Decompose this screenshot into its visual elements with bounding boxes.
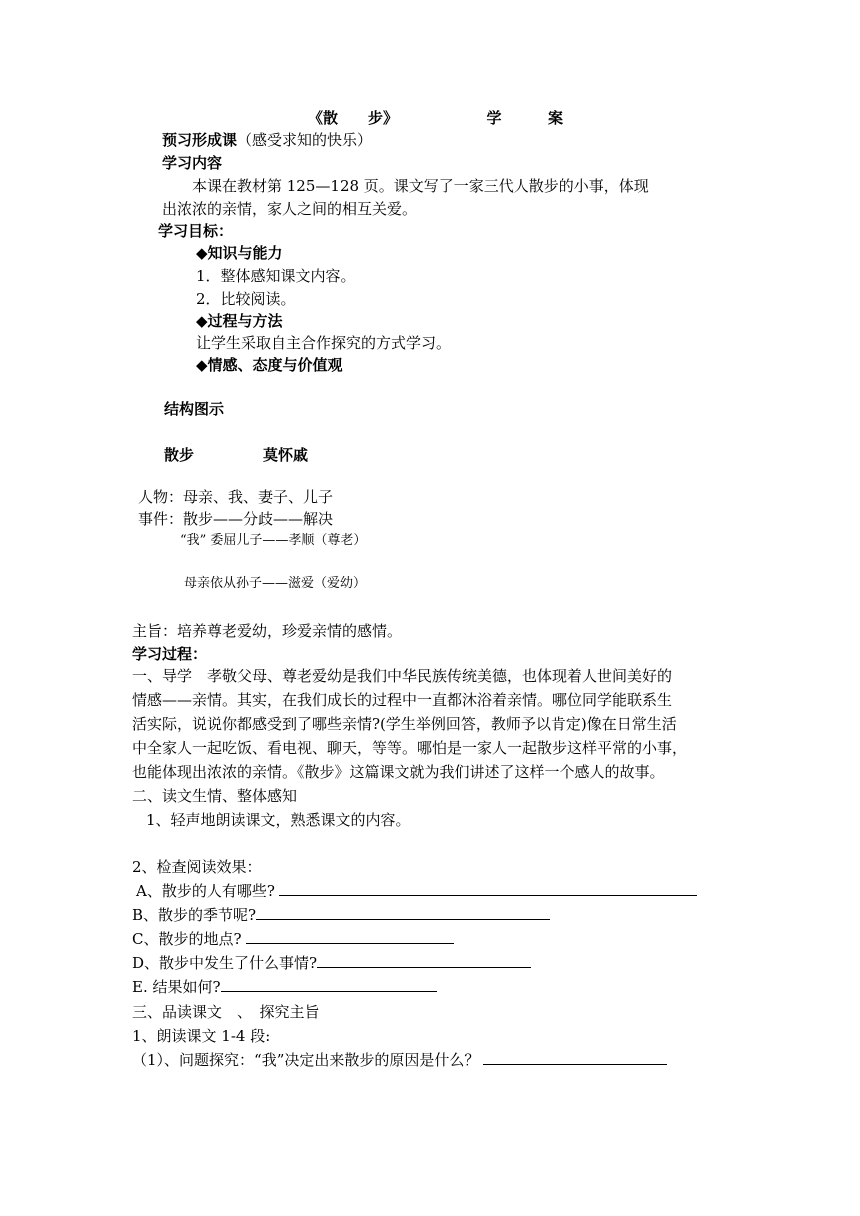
- answer-blank-e[interactable]: [221, 977, 437, 992]
- title-label-xue: 学: [486, 109, 502, 127]
- intro-line-1: 一、导学 孝敬父母、尊老爱幼是我们中华民族传统美德，也体现着人世间美好的: [132, 667, 673, 685]
- preview-heading: 预习形成课: [162, 131, 238, 149]
- process-method-item: 让学生采取自主合作探究的方式学习。: [196, 334, 452, 352]
- emotion-heading: ◆情感、态度与价值观: [196, 356, 343, 374]
- question-b-text: B、散步的季节呢?: [132, 906, 257, 924]
- process-heading: 学习过程：: [132, 645, 208, 663]
- preview-note: （感受求知的快乐）: [237, 131, 373, 149]
- intro-line-4: 中全家人一起吃饭、看电视、聊天，等等。哪怕是一家人一起散步这样平常的小事，: [132, 739, 688, 757]
- question-e: [132, 977, 437, 997]
- read-paragraphs: 1、朗读课文 1-4 段:: [132, 1027, 271, 1045]
- question-1: [132, 1050, 667, 1070]
- question-c: [132, 929, 454, 949]
- theme-line: 主旨：培养尊老爱幼，珍爱亲情的感情。: [132, 622, 403, 640]
- process-method-heading: ◆过程与方法: [196, 312, 283, 330]
- knowledge-heading: ◆知识与能力: [196, 244, 283, 262]
- structure-branch-2: 母亲依从孙子——滋爱（爱幼）: [184, 576, 367, 591]
- title-work: 《散 步》: [308, 109, 399, 127]
- answer-blank-a[interactable]: [279, 881, 697, 896]
- answer-blank-c[interactable]: [246, 929, 454, 944]
- preview-line: [162, 130, 372, 150]
- section-3-heading: 三、品读课文 、 探究主旨: [132, 1003, 320, 1021]
- question-b: [132, 905, 550, 925]
- structure-events: 事件：散步——分歧——解决: [138, 510, 334, 528]
- answer-blank-d[interactable]: [317, 953, 531, 968]
- title-label-an: 案: [547, 109, 563, 127]
- structure-essay: 散步: [164, 446, 195, 464]
- document-title: [308, 108, 563, 128]
- item-2: 2、检查阅读效果：: [132, 858, 262, 876]
- intro-line-2: 情感——亲情。其实，在我们成长的过程中一直都沐浴着亲情。哪位同学能联系生: [132, 691, 673, 709]
- structure-branch-1: “我” 委屈儿子——孝顺（尊老）: [180, 533, 367, 548]
- answer-blank-1[interactable]: [483, 1050, 667, 1065]
- question-c-text: C、散步的地点?: [132, 930, 242, 948]
- goals-heading: 学习目标：: [158, 222, 234, 240]
- question-1-text: （1）、问题探究：“我”决定出来散步的原因是什么？: [132, 1051, 480, 1069]
- question-a: [136, 881, 697, 901]
- structure-heading: 结构图示: [164, 400, 225, 418]
- section-2-heading: 二、读文生情、整体感知: [132, 787, 298, 805]
- knowledge-item-2: 2．比较阅读。: [196, 290, 296, 308]
- intro-line-5: 也能体现出浓浓的亲情。《散步》这篇课文就为我们讲述了这样一个感人的故事。: [132, 763, 665, 781]
- intro-line-3: 活实际，说说你都感受到了哪些亲情?(学生举例回答，教师予以肯定)像在日常生活: [132, 715, 677, 733]
- structure-author: 莫怀戚: [263, 446, 309, 464]
- question-d-text: D、散步中发生了什么事情?: [132, 954, 318, 972]
- content-line-1: 本课在教材第 125—128 页。课文写了一家三代人散步的小事，体现: [192, 177, 649, 195]
- question-d: [132, 953, 531, 973]
- answer-blank-b[interactable]: [256, 905, 550, 920]
- content-line-2: 出浓浓的亲情，家人之间的相互关爱。: [162, 200, 418, 218]
- item-1: 1、轻声地朗读课文，熟悉课文的内容。: [146, 811, 411, 829]
- question-a-text: A、散步的人有哪些?: [136, 882, 275, 900]
- content-heading: 学习内容: [162, 154, 223, 172]
- knowledge-item-1: 1．整体感知课文内容。: [196, 267, 356, 285]
- structure-characters: 人物：母亲、我、妻子、儿子: [138, 488, 334, 506]
- question-e-text: E. 结果如何?: [132, 978, 221, 996]
